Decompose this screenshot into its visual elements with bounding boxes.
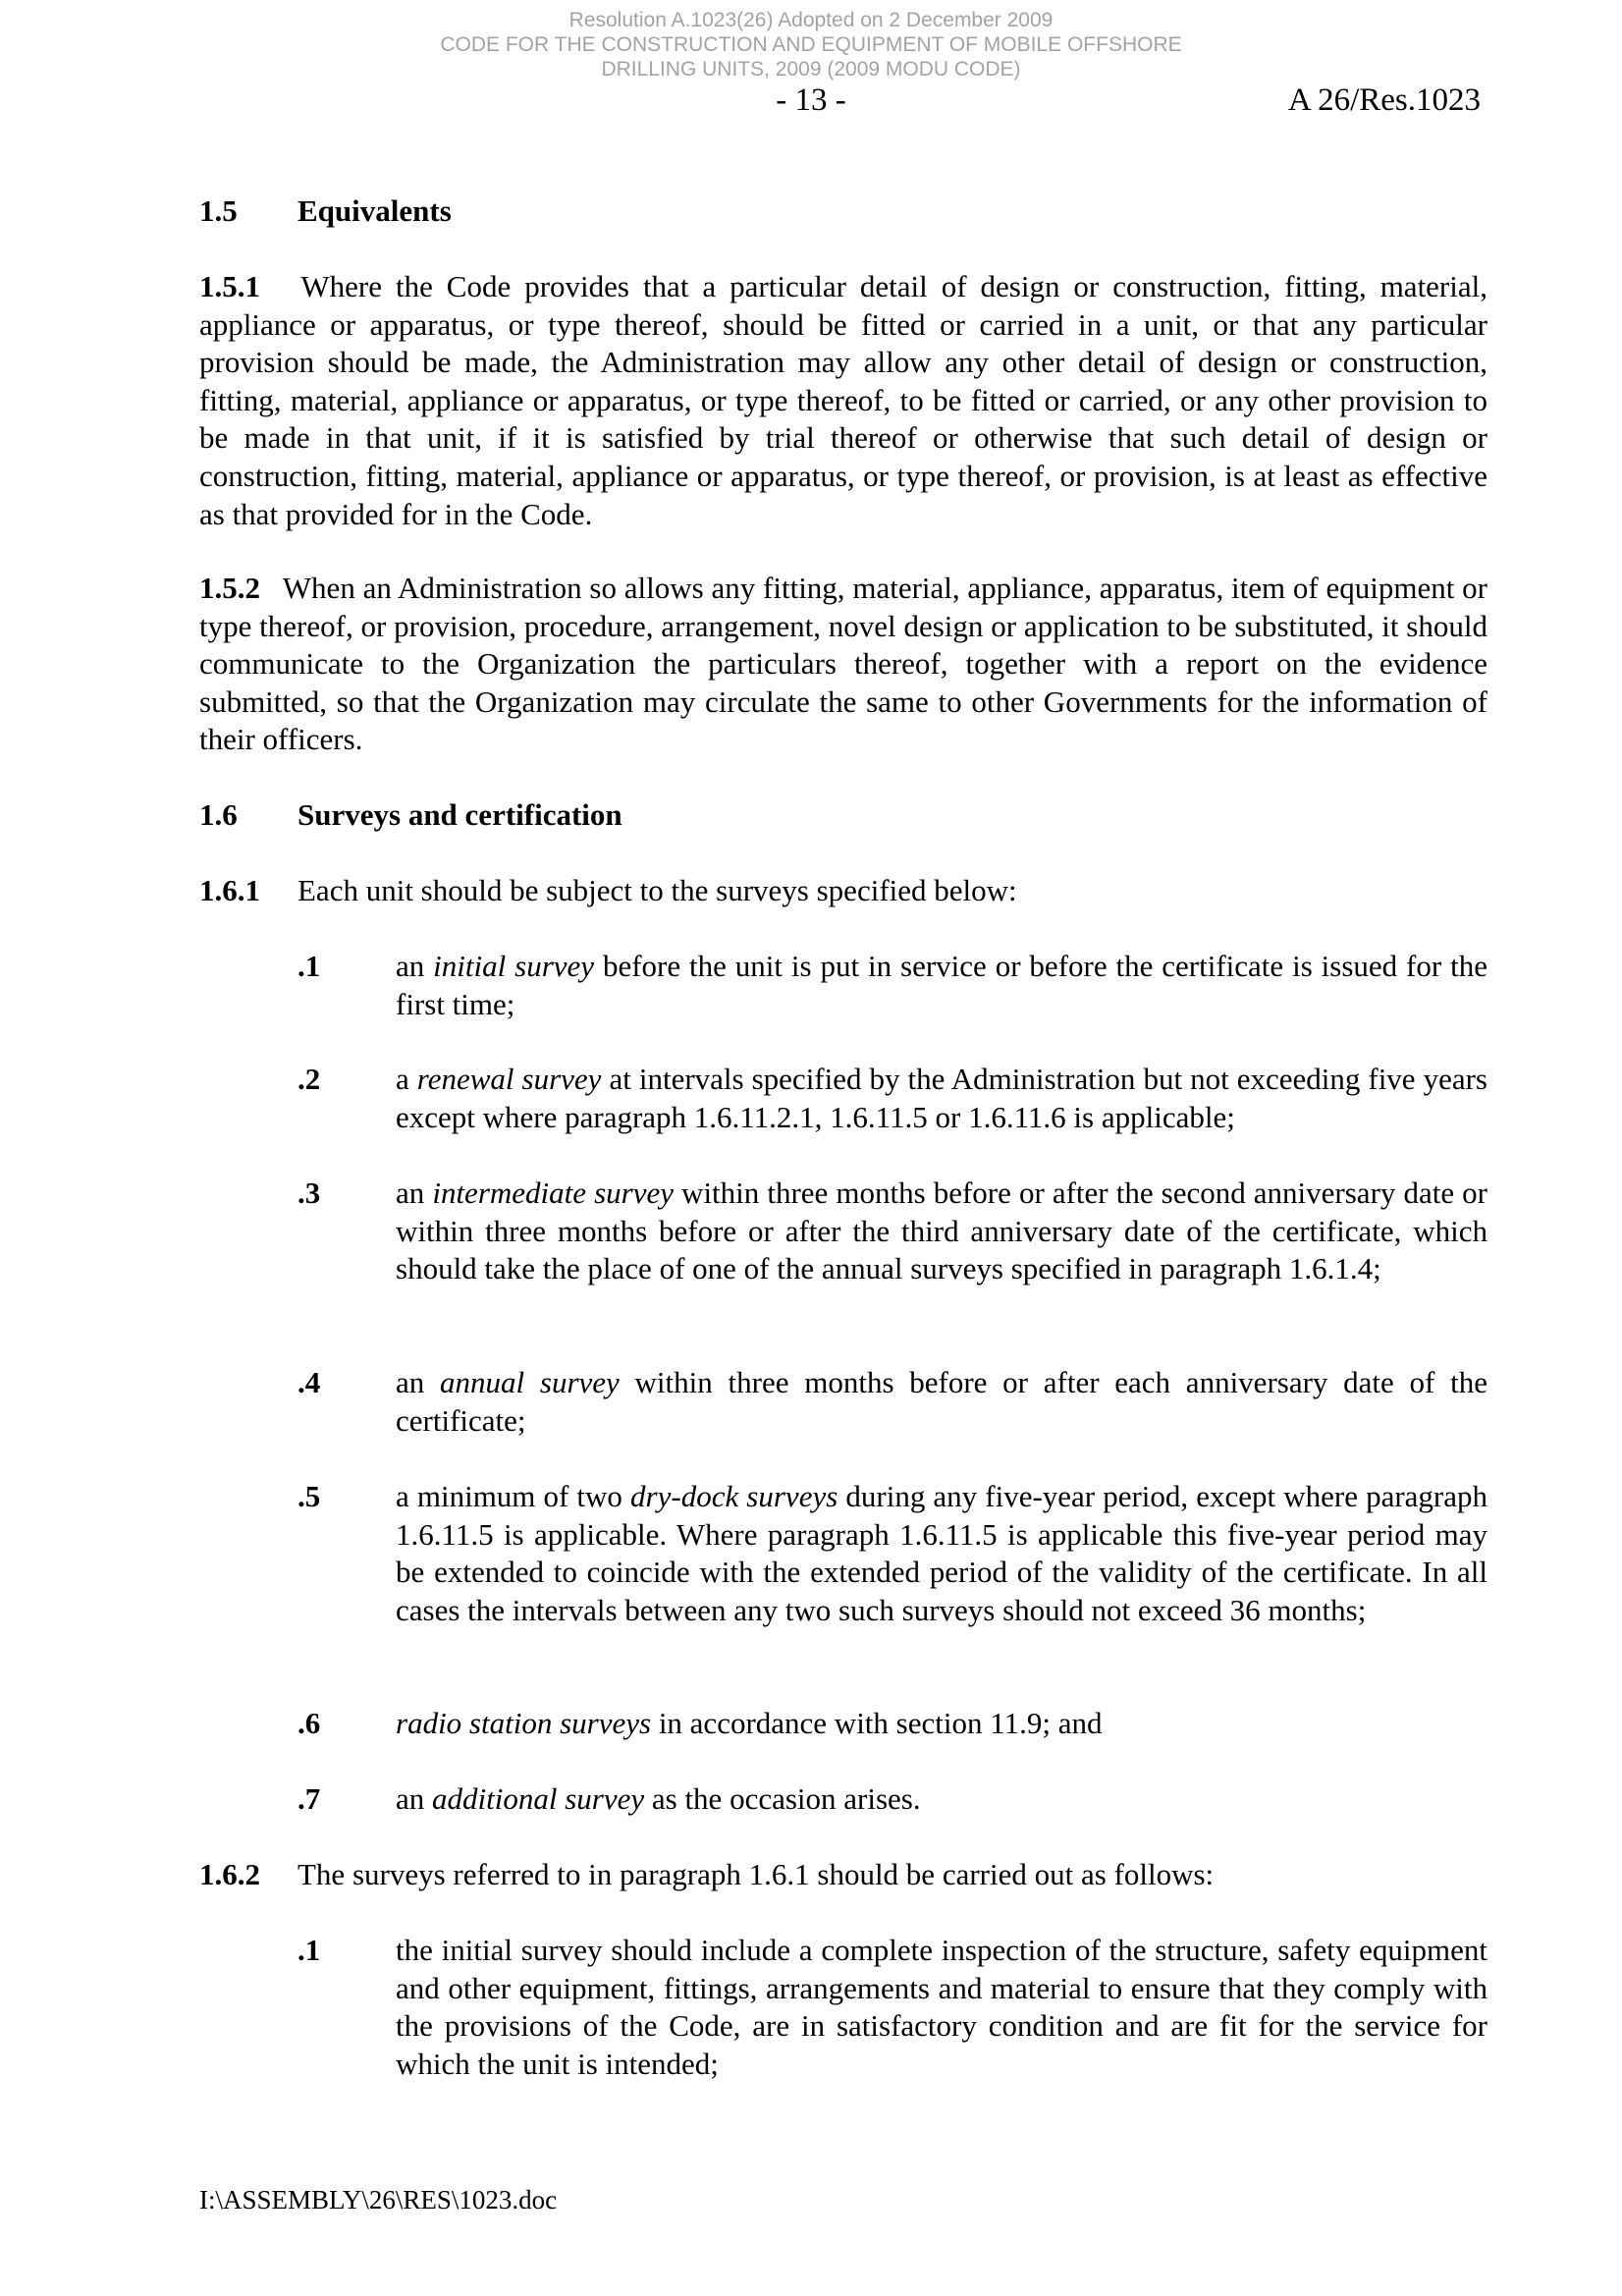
list-item [297, 1061, 1487, 1136]
paragraph-number: 1.5.1 [199, 269, 260, 303]
list-item [297, 948, 1487, 1023]
paragraph-text: Each unit should be subject to the surveys specified below: [297, 873, 1017, 907]
list-item-number: .6 [297, 1706, 321, 1740]
list-item-text: radio station surveys in accordance with section 11.9; and [396, 1706, 1103, 1740]
paragraph-text: Where the Code provides that a particular detail of design or construction, fitting, material, appliance or apparatus, or type thereof, should be fitted or carried in a unit, or that any particular provision should be made, the Administration may allow any other detail of design or construction, fitting, material, appliance or apparatus, or type thereof, to be fitted or carried, or any other provision to be made in that unit, if it is satisfied by trial thereof or otherwise that such detail of design or construction, fitting, material, appliance or apparatus, or type thereof, or provision, is at least as effective as that provided for in the Code. [199, 269, 1487, 531]
paragraph-number: 1.6.1 [199, 873, 260, 907]
section-number: 1.5 [199, 193, 238, 228]
list-item-number: .1 [297, 949, 321, 983]
paragraph-1-6-2 [199, 1856, 1487, 1895]
page-number: - 13 - [776, 82, 846, 118]
paragraph-1-6-1 [199, 872, 1487, 911]
list-item-number: .2 [297, 1062, 321, 1096]
paragraph-1-5-1 [199, 268, 1487, 533]
section-title: Equivalents [297, 193, 452, 228]
list-item [297, 1705, 1487, 1743]
section-number: 1.6 [199, 797, 238, 832]
list-item-text: an additional survey as the occasion arises. [396, 1781, 921, 1816]
footer-file-path: I:\ASSEMBLY\26\RES\1023.doc [199, 2185, 558, 2214]
list-item-text: an initial survey before the unit is put in service or before the certificate is issued for the first time; [396, 949, 1487, 1021]
list-item-text: an annual survey within three months before or after each anniversary date of the certificate; [396, 1365, 1487, 1438]
list-item [297, 1478, 1487, 1629]
list-item-text: a renewal survey at intervals specified by the Administration but not exceeding five years except where paragraph 1.6.11.2.1, 1.6.11.5 or 1.6.11.6 is applicable; [396, 1062, 1487, 1134]
section-heading-1-6 [199, 796, 622, 834]
document-reference: A 26/Res.1023 [1287, 82, 1481, 118]
list-item-number: .4 [297, 1365, 321, 1399]
header-meta-line-1: Resolution A.1023(26) Adopted on 2 December 2009 [568, 9, 1054, 31]
section-heading-1-5 [199, 192, 452, 230]
header-meta-line-3: DRILLING UNITS, 2009 (2009 MODU CODE) [601, 58, 1021, 81]
paragraph-text: When an Administration so allows any fitting, material, appliance, apparatus, item of equipment or type thereof, or provision, procedure, arrangement, novel design or application to be substituted, it should communicate to the Organization the particulars thereof, together with a report on the evidence submitted, so that the Organization may circulate the same to other Governments for the information of their officers. [199, 571, 1487, 757]
list-item [297, 1175, 1487, 1288]
section-title: Surveys and certification [297, 797, 622, 832]
paragraph-text: The surveys referred to in paragraph 1.6.1 should be carried out as follows: [297, 1857, 1215, 1891]
list-item-number: .1 [297, 1933, 321, 1967]
list-item [297, 1780, 1487, 1819]
list-item-text: the initial survey should include a complete inspection of the structure, safety equipment and other equipment, fittings, arrangements and material to ensure that they comply with the provisions of the Code, are in satisfactory condition and are fit for the service for which the unit is intended; [396, 1933, 1487, 2081]
paragraph-number: 1.5.2 [199, 571, 260, 605]
list-item [297, 1364, 1487, 1440]
list-item-number: .5 [297, 1479, 321, 1513]
list-item-text: a minimum of two dry-dock surveys during any five-year period, except where paragraph 1.6.11.5 is applicable. Where paragraph 1.6.11.5 is applicable this five-year period may be extended to coincide with the extended period of the validity of the certificate. In all cases the intervals between any two such surveys should not exceed 36 months; [396, 1479, 1488, 1627]
list-item-text: an intermediate survey within three months before or after the second anniversary date or within three months before or after the third anniversary date of the certificate, which should take the place of one of the annual surveys specified in paragraph 1.6.1.4; [396, 1175, 1487, 1286]
paragraph-1-5-2 [199, 570, 1487, 759]
list-item [297, 1932, 1487, 2083]
paragraph-number: 1.6.2 [199, 1857, 260, 1891]
list-item-number: .3 [297, 1175, 321, 1210]
list-item-number: .7 [297, 1781, 321, 1816]
header-meta-line-2: CODE FOR THE CONSTRUCTION AND EQUIPMENT OF MOBILE OFFSHORE [440, 33, 1182, 56]
